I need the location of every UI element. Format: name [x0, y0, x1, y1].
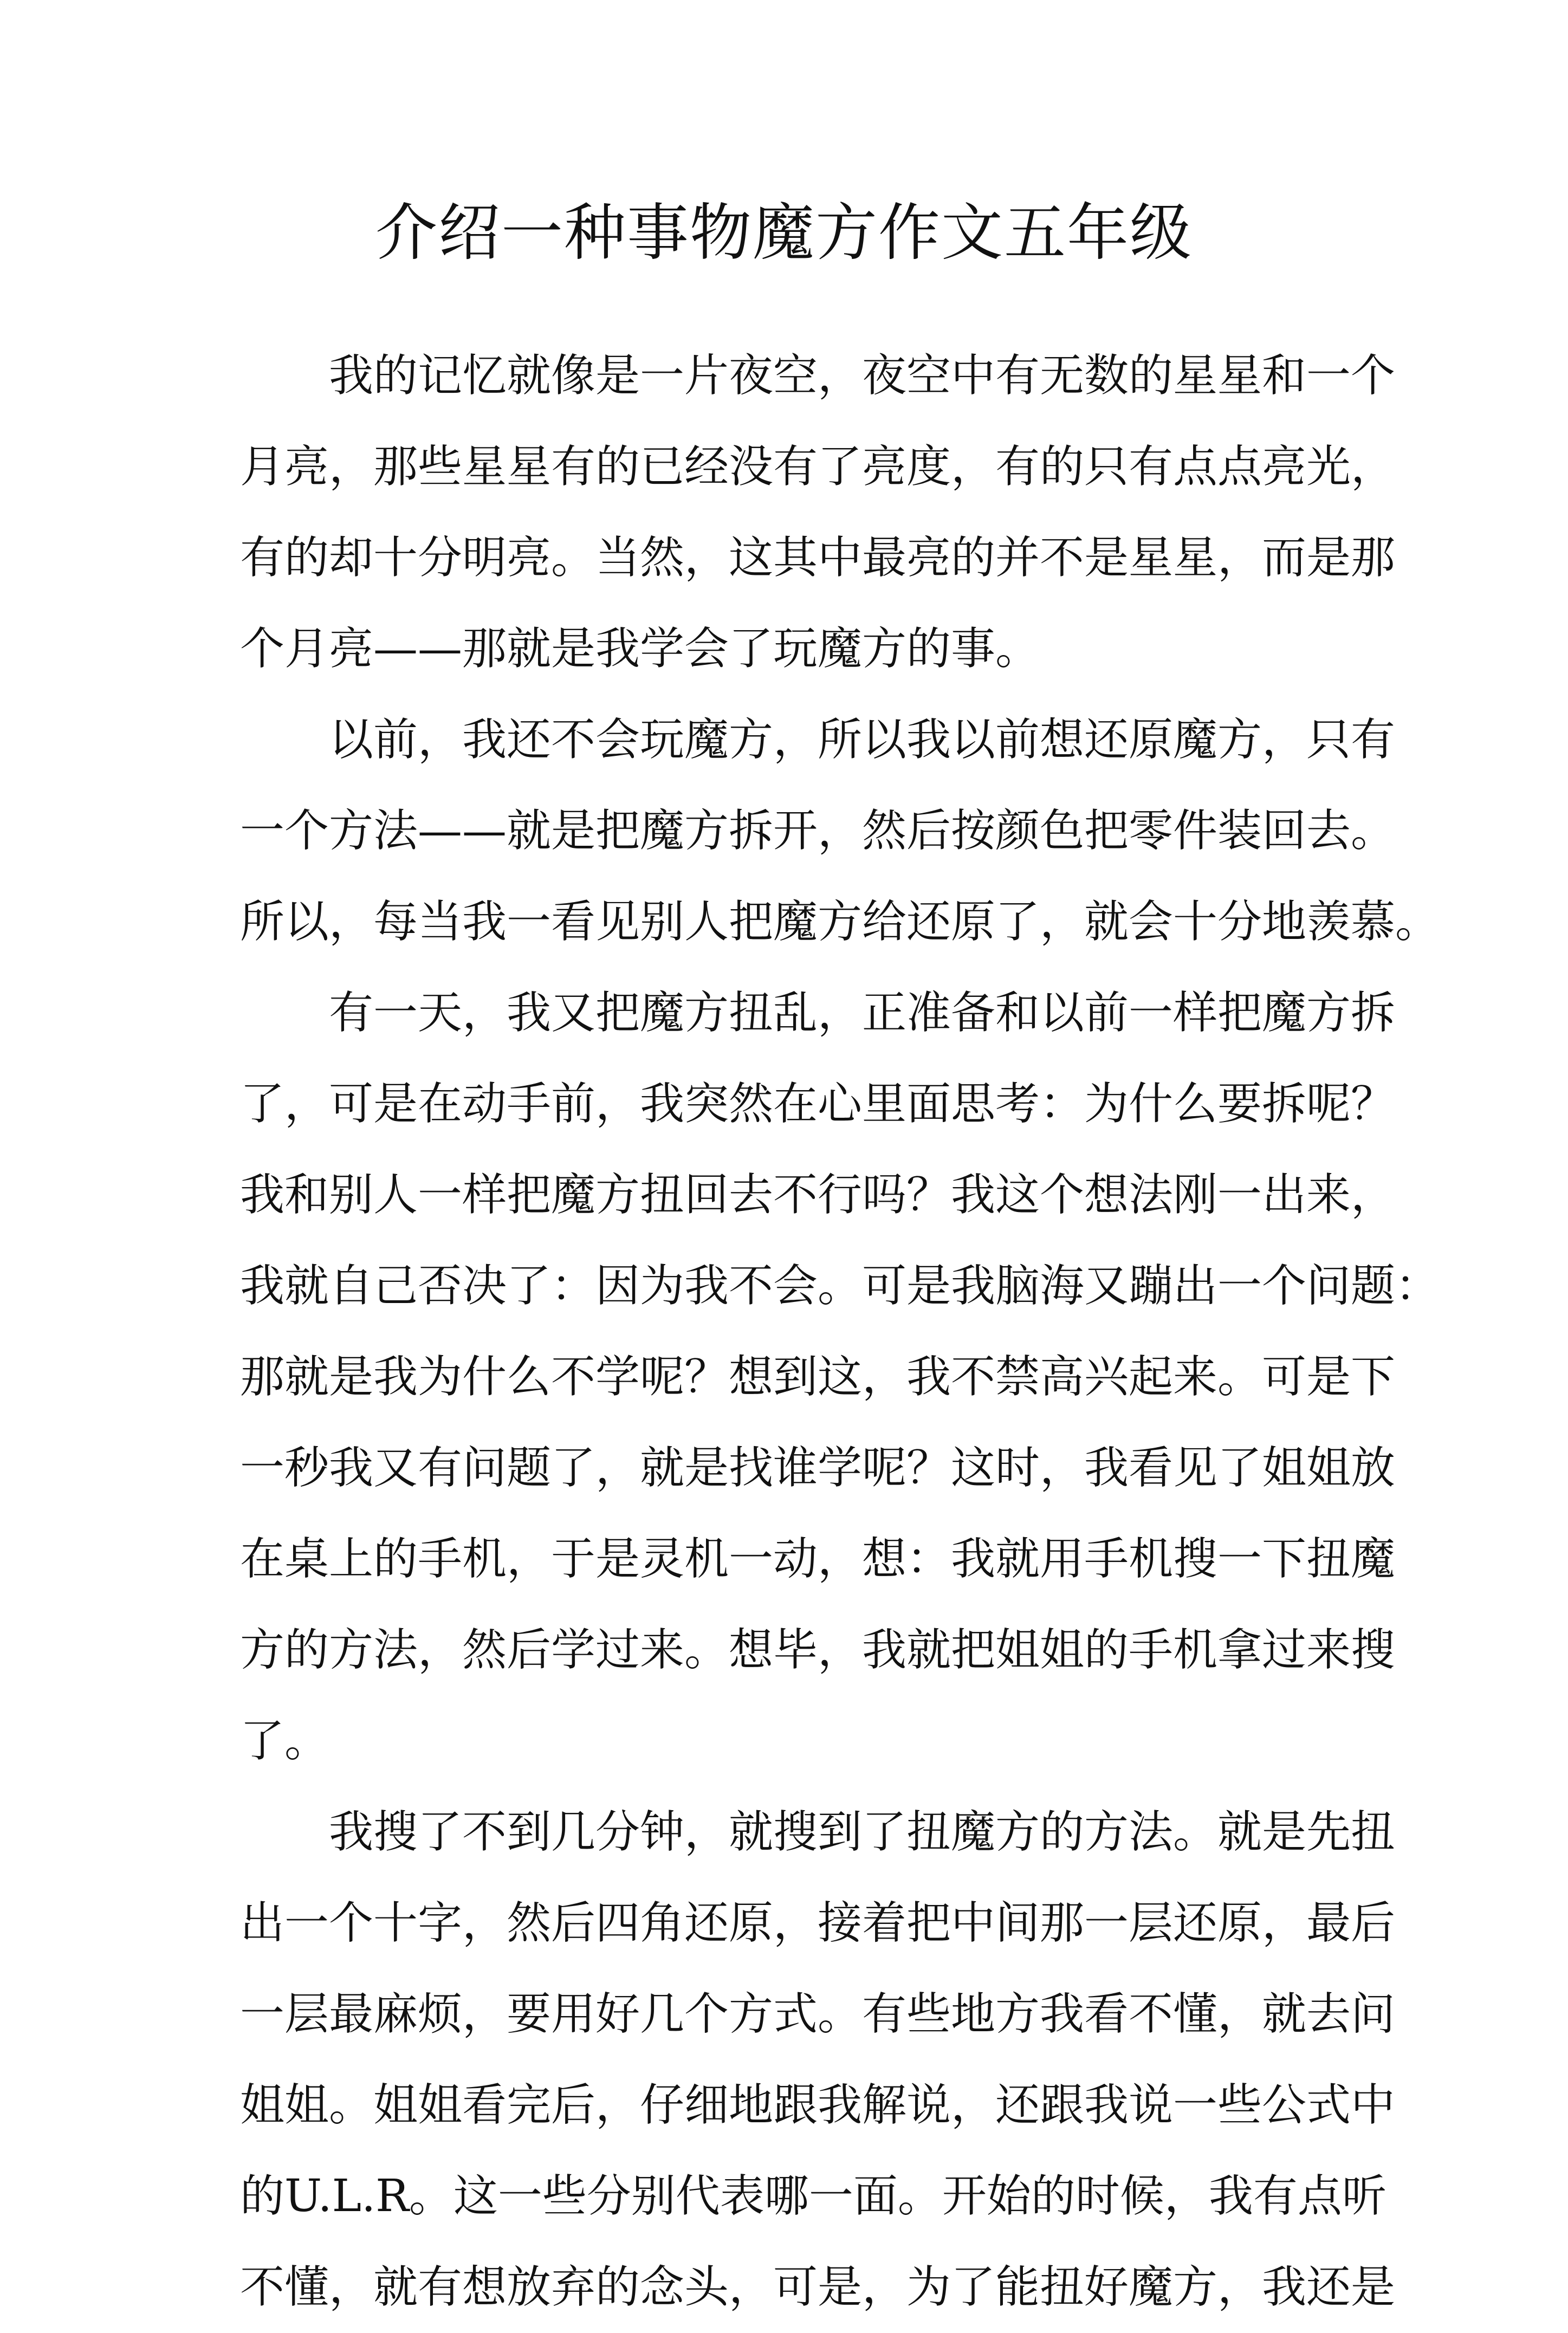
- essay-body: [240, 330, 1440, 2333]
- text-line: 出一个十字，然后四角还原，接着把中间那一层还原，最后: [240, 1897, 1396, 1949]
- text-line: 有的却十分明亮。当然，这其中最亮的并不是星星，而是那: [240, 532, 1396, 584]
- text-line: 一个方法——就是把魔方拆开，然后按颜色把零件装回去。: [240, 805, 1396, 857]
- text-line: 在桌上的手机，于是灵机一动，想：我就用手机搜一下扭魔: [240, 1533, 1396, 1585]
- text-line: 所以，每当我一看见别人把魔方给还原了，就会十分地羡慕。: [240, 896, 1440, 948]
- text-line: 有一天，我又把魔方扭乱，正准备和以前一样把魔方拆: [329, 987, 1396, 1039]
- text-line: 我的记忆就像是一片夜空，夜空中有无数的星星和一个: [329, 350, 1396, 401]
- text-line: 方的方法，然后学过来。想毕，我就把姐姐的手机拿过来搜: [240, 1624, 1396, 1676]
- text-line: 月亮，那些星星有的已经没有了亮度，有的只有点点亮光，: [240, 441, 1396, 492]
- text-line: 的U.L.R。这一些分别代表哪一面。开始的时候，我有点听: [240, 2170, 1386, 2222]
- document-title: 介绍一种事物魔方作文五年级: [375, 197, 1193, 269]
- text-line: 了。: [240, 1715, 329, 1767]
- text-line: 我搜了不到几分钟，就搜到了扭魔方的方法。就是先扭: [329, 1806, 1396, 1858]
- text-line: 一层最麻烦，要用好几个方式。有些地方我看不懂，就去问: [240, 1988, 1396, 2040]
- text-line: 那就是我为什么不学呢？想到这，我不禁高兴起来。可是下: [240, 1351, 1396, 1403]
- text-line: 不懂，就有想放弃的念头，可是，为了能扭好魔方，我还是: [240, 2261, 1396, 2313]
- text-line: 以前，我还不会玩魔方，所以我以前想还原魔方，只有: [329, 714, 1396, 766]
- text-line: 我和别人一样把魔方扭回去不行吗？我这个想法刚一出来，: [240, 1169, 1396, 1221]
- text-line: 我就自己否决了：因为我不会。可是我脑海又蹦出一个问题：: [240, 1260, 1440, 1312]
- text-line: 姐姐。姐姐看完后，仔细地跟我解说，还跟我说一些公式中: [240, 2079, 1396, 2131]
- text-line: 个月亮——那就是我学会了玩魔方的事。: [240, 623, 1040, 675]
- text-line: 一秒我又有问题了，就是找谁学呢？这时，我看见了姐姐放: [240, 1442, 1396, 1494]
- text-line: 了，可是在动手前，我突然在心里面思考：为什么要拆呢？: [240, 1078, 1396, 1130]
